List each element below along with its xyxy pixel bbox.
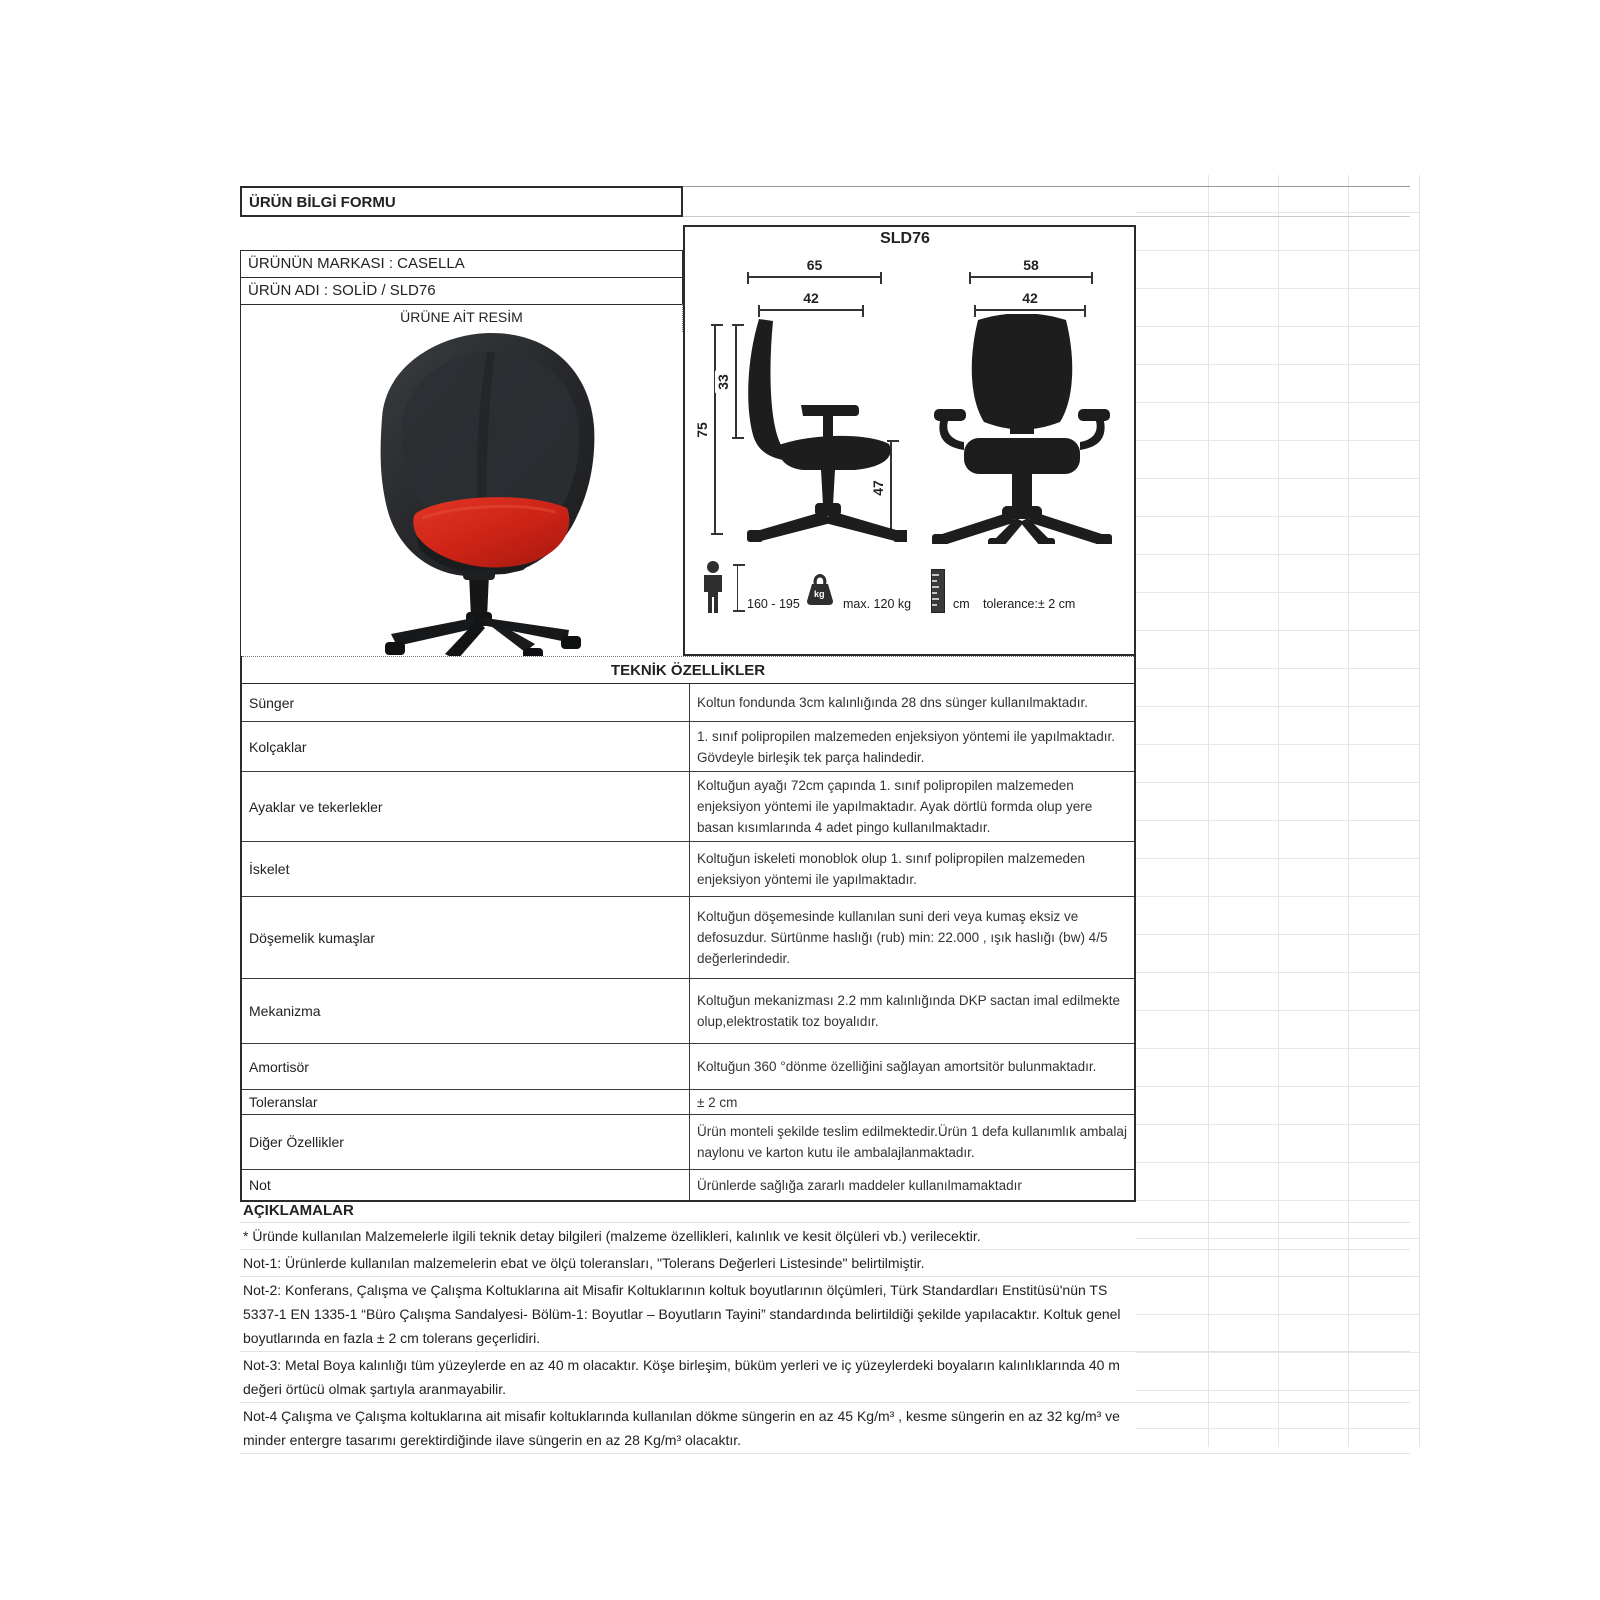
spec-value: ± 2 cm — [689, 1090, 1134, 1114]
glide-foot — [385, 642, 405, 655]
dim-side-overall-width: 65 — [747, 276, 882, 278]
table-row — [242, 1170, 1134, 1200]
table-row — [242, 772, 1134, 842]
person-height-range: 160 - 195 — [747, 597, 800, 611]
header-rule — [683, 186, 1410, 187]
spec-value: Ürünlerde sağlığa zararlı maddeler kullanılmamaktadır — [689, 1170, 1134, 1200]
diagram-box — [683, 225, 1136, 656]
chair-side-view-diagram — [737, 317, 907, 542]
notes-title: AÇIKLAMALAR — [240, 1200, 1410, 1223]
product-photo-chair — [327, 318, 637, 658]
spec-value: Koltuğun ayağı 72cm çapında 1. sınıf polipropilen malzemeden enjeksiyon yöntemi ile yapılmaktadır. Ayak dörtlü formda olup yere basan kısımlarında 4 adet pingo kullanılmaktadır. — [689, 772, 1134, 841]
spec-label: Ayaklar ve tekerlekler — [249, 798, 383, 815]
spec-value: Koltuğun 360 °dönme özelliğini sağlayan amortsitör bulunmaktadır. — [689, 1044, 1134, 1089]
max-weight-label: max. 120 kg — [843, 597, 912, 611]
spec-value: Koltuğun mekanizması 2.2 mm kalınlığında DKP sactan imal edilmekte olup,elektrostatik toz boyalıdır. — [689, 979, 1134, 1043]
note-line: Not-2: Konferans, Çalışma ve Çalışma Koltuklarına ait Misafir Koltuklarının koltuk boyutlarının ölçümleri, Türk Standardları Enstitüsü'nün TS 5337-1 EN 1335-1 “Büro Çalışma Sandalyesi- Bölüm-1: Boyutlar – Boyutların Tayini” standardında belirtildiği şekilde yapılacaktır. Koltuk genel boyutlarında en fazla ± 2 cm tolerans geçerlidiri. — [240, 1277, 1410, 1352]
dim-side-overall-height: 75 — [714, 324, 716, 535]
table-row — [242, 897, 1134, 979]
notes-section — [240, 1200, 1410, 1454]
product-name-line: ÜRÜN ADI : SOLİD / SLD76 — [240, 277, 683, 305]
column-collar — [463, 570, 495, 580]
table-row — [242, 1044, 1134, 1090]
weight-icon — [805, 573, 835, 607]
tolerance-label: tolerance:± 2 cm — [983, 597, 1076, 611]
dim-side-seat-width: 42 — [758, 309, 864, 311]
spec-label: Mekanizma — [249, 1003, 321, 1019]
glide-foot — [561, 636, 581, 649]
table-row — [242, 1115, 1134, 1170]
spec-label: Döşemelik kumaşlar — [249, 929, 376, 946]
brand-line: ÜRÜNÜN MARKASI : CASELLA — [240, 250, 683, 278]
spec-label: Toleranslar — [249, 1094, 318, 1110]
spec-value: Koltuğun iskeleti monoblok olup 1. sınıf polipropilen malzemeden enjeksiyon yöntemi ile yapılmaktadır. — [689, 842, 1134, 896]
spec-table-title: TEKNİK ÖZELLİKLER — [242, 656, 1134, 684]
note-line: Not-3: Metal Boya kalınlığı tüm yüzeylerde en az 40 m olacaktır. Köşe birleşim, büküm yerleri ve iç yüzeylerdeki boyaların kalınlıklarında 40 m değeri örtücü olmak şartıyla aranmayabilir. — [240, 1352, 1410, 1403]
spec-label: Kolçaklar — [249, 738, 307, 755]
note-line: * Üründe kullanılan Malzemelerle ilgili teknik detay bilgileri (malzeme özellikleri, kalınlık ve kesit ölçüleri vb.) verilecektir. — [240, 1223, 1410, 1250]
ruler-unit-label: cm — [953, 597, 970, 611]
weight-unit-label: kg — [814, 589, 825, 599]
spec-label: Diğer Özellikler — [249, 1134, 344, 1150]
spec-label: Sünger — [249, 694, 295, 711]
chair-front-view-diagram — [932, 314, 1112, 544]
spec-value: 1. sınıf polipropilen malzemeden enjeksiyon yöntemi ile yapılmaktadır. Gövdeyle birleşik tek parça halindedir. — [689, 722, 1134, 771]
header-rule — [683, 216, 1410, 217]
person-icon — [701, 561, 731, 615]
spec-label: İskelet — [249, 861, 290, 877]
dim-front-seat-width: 42 — [974, 309, 1086, 311]
dim-front-overall-width: 58 — [969, 276, 1093, 278]
spec-label: Not — [249, 1177, 271, 1193]
model-code: SLD76 — [880, 230, 930, 247]
note-line: Not-1: Ürünlerde kullanılan malzemelerin ebat ve ölçü toleransları, "Tolerans Değerleri Listesinde" belirtilmiştir. — [240, 1250, 1410, 1277]
chair-column — [469, 574, 489, 618]
product-photo-cell — [240, 332, 683, 656]
spec-value: Koltuğun döşemesinde kullanılan suni deri veya kumaş eksiz ve defosuzdur. Sürtünme haslığı (rub) min: 22.000 , ışık haslığı (bw) 4/5 değerlerindedir. — [689, 897, 1134, 978]
spec-value: Ürün monteli şekilde teslim edilmektedir.Ürün 1 defa kullanımlık ambalaj naylonu ve karton kutu ile ambalajlanmaktadır. — [689, 1115, 1134, 1169]
spec-label: Amortisör — [249, 1058, 309, 1075]
spec-table — [240, 656, 1136, 1202]
table-row — [242, 684, 1134, 722]
grid-line-vertical — [1419, 175, 1420, 1447]
table-row — [242, 979, 1134, 1044]
table-row — [242, 722, 1134, 772]
image-caption-cell: ÜRÜNE AİT RESİM — [240, 304, 683, 332]
note-line: Not-4 Çalışma ve Çalışma koltuklarına ait misafir koltuklarında kullanılan dökme süngerin en az 45 Kg/m³ , kesme süngerin en az 32 kg/m³ ve minder entergre tasarımı gerektirdiğinde ilave süngerin en az 28 Kg/m³ olacaktır. — [240, 1403, 1410, 1454]
table-row — [242, 842, 1134, 897]
dim-side-seat-height: 47 — [890, 440, 892, 535]
form-title: ÜRÜN BİLGİ FORMU — [240, 186, 683, 217]
table-row — [242, 1090, 1134, 1115]
dim-side-back-height: 33 — [735, 324, 737, 439]
ruler-icon — [931, 569, 945, 613]
spec-value: Koltun fondunda 3cm kalınlığında 28 dns sünger kullanılmaktadır. — [689, 684, 1134, 721]
person-height-gauge — [737, 564, 738, 612]
